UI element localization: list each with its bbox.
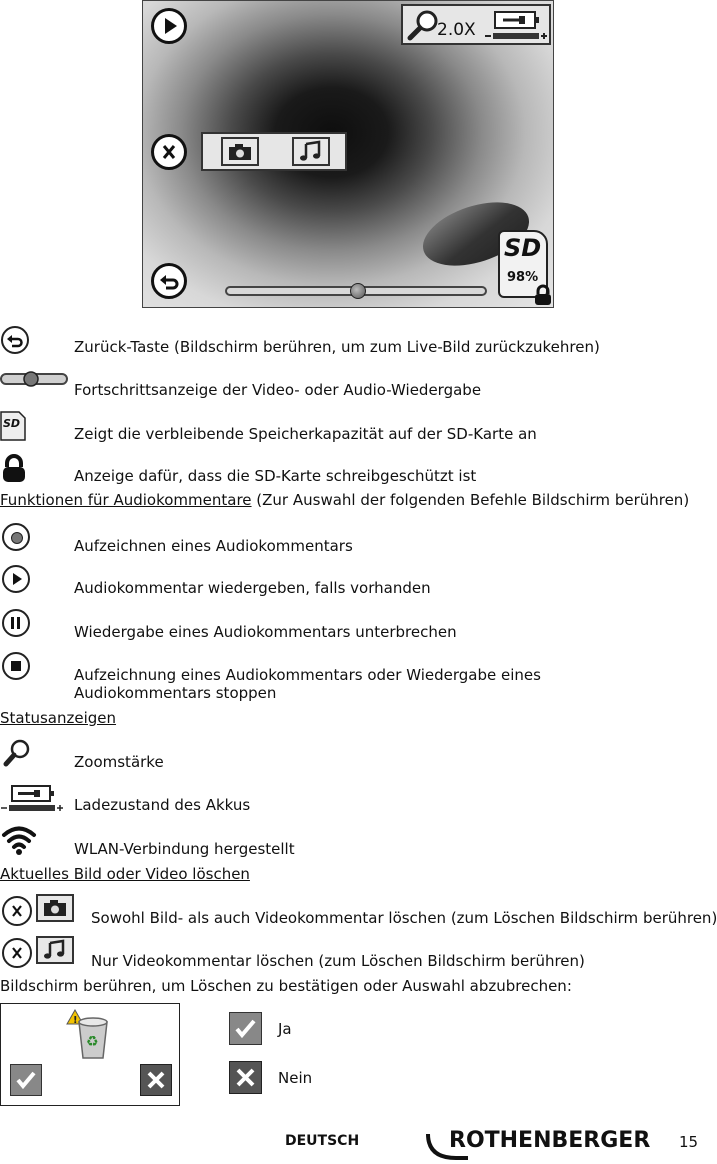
audio-pause-text: Wiedergabe eines Audiokommentars unterbrechen bbox=[74, 623, 457, 641]
play-icon bbox=[154, 11, 184, 41]
x-icon bbox=[154, 137, 184, 167]
delete-audio-text: Nur Videokommentar löschen (zum Löschen Bildschirm berühren) bbox=[91, 952, 585, 970]
pause-icon bbox=[2, 609, 30, 637]
legend-lock-text: Anzeige dafür, dass die SD-Karte schreibgeschützt ist bbox=[74, 467, 477, 485]
delete-photo-button[interactable] bbox=[221, 137, 259, 166]
back-icon bbox=[1, 326, 29, 354]
legend-progress-text: Fortschrittsanzeige der Video- oder Audio-Wiedergabe bbox=[74, 381, 482, 399]
delete-audio-button[interactable] bbox=[292, 137, 330, 166]
confirm-cancel-button[interactable] bbox=[140, 1064, 172, 1096]
zoom-value: 2.0X bbox=[437, 20, 476, 40]
delete-x-icon-2 bbox=[2, 938, 32, 968]
delete-options-panel bbox=[201, 132, 347, 171]
sd-card-icon bbox=[0, 411, 26, 441]
camera-icon bbox=[223, 139, 257, 164]
lock-icon bbox=[533, 284, 553, 306]
no-label: Nein bbox=[278, 1069, 313, 1087]
zoom-magnifier-icon bbox=[2, 737, 34, 769]
delete-both-text: Sowohl Bild- als auch Videokommentar löschen (zum Löschen Bildschirm berühren) bbox=[91, 909, 717, 927]
legend-back-text: Zurück-Taste (Bildschirm berühren, um zum Live-Bild zurückzukehren) bbox=[74, 338, 600, 356]
confirm-check-button[interactable] bbox=[10, 1064, 42, 1096]
delete-x-icon bbox=[2, 896, 32, 926]
wifi-icon bbox=[1, 824, 37, 856]
write-protect-lock-icon bbox=[1, 455, 27, 483]
sd-label: SD bbox=[504, 234, 542, 262]
no-icon bbox=[229, 1061, 262, 1094]
record-icon bbox=[2, 523, 30, 551]
footer-language: DEUTSCH bbox=[285, 1133, 360, 1149]
status-section-heading: Statusanzeigen bbox=[0, 709, 117, 727]
battery-status-icon bbox=[0, 784, 66, 814]
play-icon-legend bbox=[2, 565, 30, 593]
confirm-dialog-illustration bbox=[0, 1003, 180, 1106]
status-panel bbox=[401, 4, 551, 45]
delete-camera-icon bbox=[36, 894, 74, 922]
audio-record-text: Aufzeichnen eines Audiokommentars bbox=[74, 537, 353, 555]
footer-brand: ROTHENBERGER bbox=[449, 1128, 651, 1153]
camera-screen-illustration bbox=[142, 0, 554, 308]
status-zoom-text: Zoomstärke bbox=[74, 753, 164, 771]
svg-text:♻: ♻ bbox=[86, 1034, 99, 1050]
audio-section-note: (Zur Auswahl der folgenden Befehle Bildschirm berühren) bbox=[251, 491, 690, 509]
yes-icon bbox=[229, 1012, 262, 1045]
play-button[interactable] bbox=[151, 8, 187, 44]
checkmark-icon bbox=[11, 1065, 41, 1095]
audio-play-text: Audiokommentar wiedergeben, falls vorhanden bbox=[74, 579, 431, 597]
svg-text:!: ! bbox=[73, 1015, 78, 1026]
back-button[interactable] bbox=[151, 263, 187, 299]
confirm-text: Bildschirm berühren, um Löschen zu bestätigen oder Auswahl abzubrechen: bbox=[0, 977, 572, 995]
svg-text:SD: SD bbox=[3, 417, 21, 430]
legend-sd-text: Zeigt die verbleibende Speicherkapazität auf der SD-Karte an bbox=[74, 425, 537, 443]
delete-section-heading: Aktuelles Bild oder Video löschen bbox=[0, 865, 250, 883]
delete-button[interactable] bbox=[151, 134, 187, 170]
audio-section-heading: Funktionen für Audiokommentare bbox=[0, 491, 252, 509]
stop-icon bbox=[2, 652, 30, 680]
battery-icon bbox=[483, 8, 549, 44]
audio-stop-text: Aufzeichnung eines Audiokommentars oder Wiedergabe eines Audiokommentars stoppen bbox=[74, 666, 541, 702]
page-number: 15 bbox=[679, 1133, 699, 1151]
delete-music-icon bbox=[36, 936, 74, 964]
return-icon bbox=[154, 266, 184, 296]
progress-bar-icon bbox=[0, 368, 68, 390]
cross-icon bbox=[141, 1065, 171, 1095]
yes-label: Ja bbox=[278, 1020, 292, 1038]
audio-section-heading-line bbox=[0, 491, 689, 509]
progress-knob[interactable] bbox=[350, 283, 366, 299]
status-wifi-text: WLAN-Verbindung hergestellt bbox=[74, 840, 295, 858]
sd-percent: 98% bbox=[507, 270, 539, 285]
trash-can-icon bbox=[65, 1008, 117, 1060]
status-battery-text: Ladezustand des Akkus bbox=[74, 796, 251, 814]
music-note-icon bbox=[294, 139, 328, 164]
